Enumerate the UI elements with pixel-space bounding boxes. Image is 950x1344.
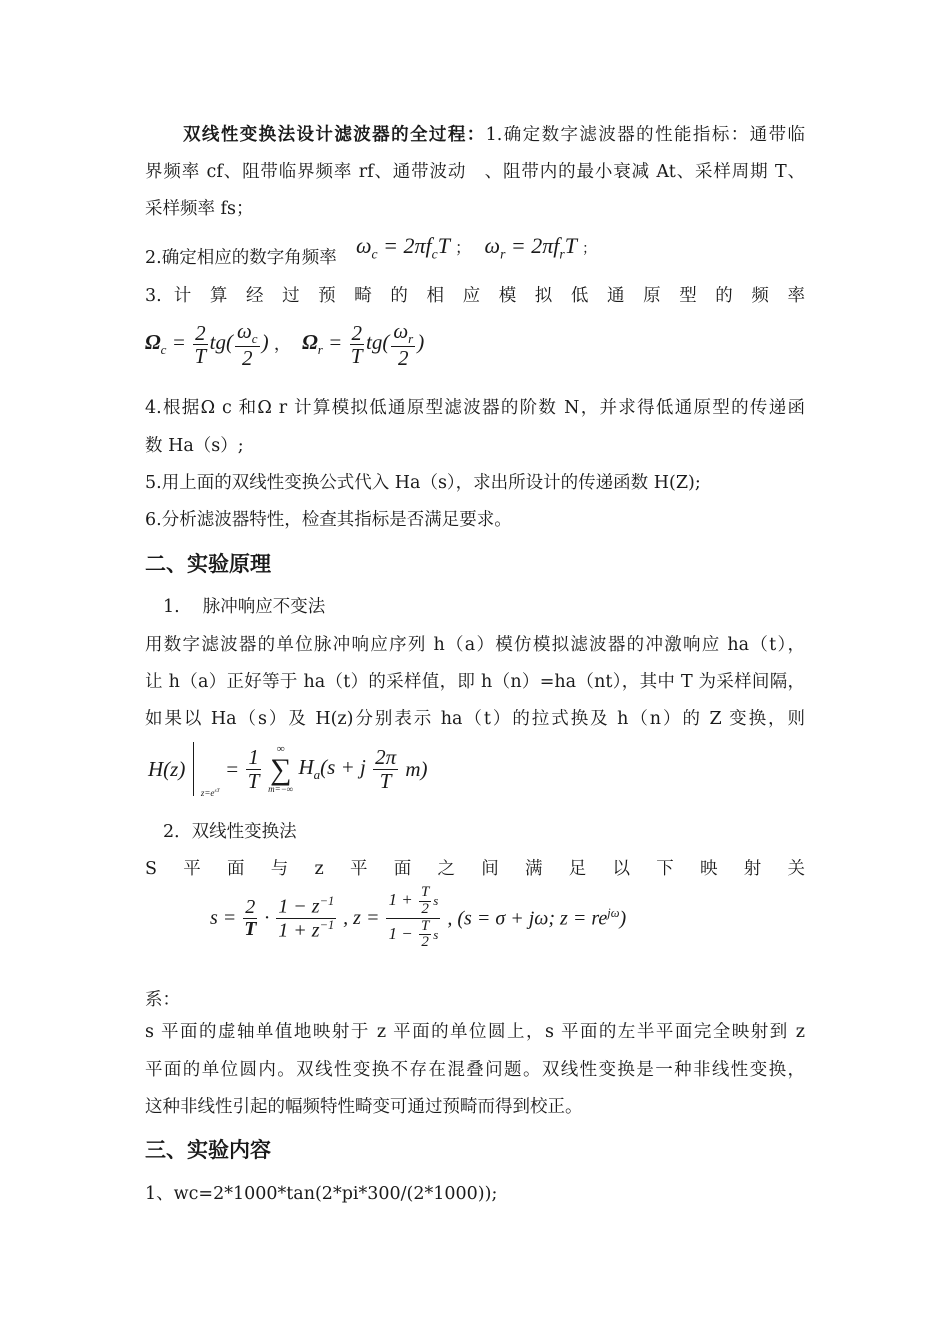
section2-p3-line2: 平面的单位圆内。双线性变换不存在混叠问题。双线性变换是一种非线性变换， xyxy=(145,1060,805,1080)
big-omega-r-equation: $\Omega_r$ = $\frac{2}{T}$ tg( $\frac{\omega_r}{2}$ ) xyxy=(302,319,425,370)
step3-separator: ， xyxy=(273,334,291,354)
impulse-invariance-formula: H(z) $z=e^{sT}$ = $\frac{1}{T}$ ∞ ∑ m=−∞ $H_a(s + j$ $\frac{2\pi}{T}$ m) xyxy=(148,743,428,798)
section2-sub2: 2．双线性变换法 xyxy=(163,822,297,842)
intro-line-1-rest: 1.确定数字滤波器的性能指标：通带临 xyxy=(485,125,806,145)
step4-line-2: 数 Ha（s）; xyxy=(145,436,244,456)
section2-p2-line1: S 平 面 与 z 平 面 之 间 满 足 以 下 映 射 关 xyxy=(145,859,805,879)
section2-sub1: 1. 脉冲响应不变法 xyxy=(163,597,326,617)
section3-code-line-1: 1、wc=2*1000*tan(2*pi*300/(2*1000)); xyxy=(145,1184,498,1204)
step2-line xyxy=(145,246,337,270)
bilinear-mapping-formula: s = $\frac{2}{T}$ · $\frac{1 - z^{-1}}{1 + z^{-1}}$ , z = 1 + $\frac{T}{2}$ s 1 − $\frac{T}{2}$ s , (s = σ + jω; $z = re^{j\omega}$) xyxy=(210,884,627,951)
step2-formula xyxy=(356,233,596,262)
intro-line-1 xyxy=(183,123,805,147)
step5-line: 5.用上面的双线性变换公式代入 Ha（s），求出所设计的传递函数 H(Z); xyxy=(145,473,701,493)
step2-text: 2.确定相应的数字角频率 xyxy=(145,248,337,268)
step6-line: 6.分析滤波器特性，检查其指标是否满足要求。 xyxy=(145,510,512,530)
section2-p3-line1: s 平面的虚轴单值地映射于 z 平面的单位圆上，s 平面的左半平面完全映射到 z xyxy=(145,1022,805,1042)
section2-p1-line1: 用数字滤波器的单位脉冲响应序列 h（a）模仿模拟滤波器的冲激响应 ha（t）， xyxy=(145,635,805,655)
section2-p2-line2: 系： xyxy=(145,990,180,1010)
step4-line-1: 4.根据Ω c 和Ω r 计算模拟低通原型滤波器的阶数 N，并求得低通原型的传递函 xyxy=(145,398,805,418)
big-omega-c-equation: $\Omega_c$ = $\frac{2}{T}$ tg( $\frac{\omega_c}{2}$ ) xyxy=(145,319,269,370)
step2-separator: ； xyxy=(455,240,472,257)
step3-formula xyxy=(145,320,424,369)
section2-p3-line3: 这种非线性引起的幅频特性畸变可通过预畸而得到校正。 xyxy=(145,1097,583,1117)
intro-line-2: 界频率 cf、阻带临界频率 rf、通带波动 、阻带内的最小衰减 At、采样周期 T、 xyxy=(145,162,805,182)
section2-p1-line2: 让 h（a）正好等于 ha（t）的采样值，即 h（n）=ha（nt），其中 T 为采样间隔， xyxy=(145,672,805,692)
section3-heading: 三、实验内容 xyxy=(145,1137,271,1162)
section2-heading: 二、实验原理 xyxy=(145,551,271,576)
section2-p1-line3: 如果以 Ha（s）及 H(z)分别表示 ha（t）的拉式换及 h（n）的 Z 变换，则 xyxy=(145,709,805,729)
intro-bold-title: 双线性变换法设计滤波器的全过程： xyxy=(183,125,486,145)
omega-r-equation: $\omega_r = 2\pi f_rT$ xyxy=(484,233,577,262)
step2-end: ； xyxy=(582,242,597,257)
omega-c-equation: $\omega_c = 2\pi f_cT$ xyxy=(356,233,450,262)
step3-line: 3. 计 算 经 过 预 畸 的 相 应 模 拟 低 通 原 型 的 频 率 xyxy=(145,286,805,306)
intro-line-3: 采样频率 fs； xyxy=(145,199,254,219)
